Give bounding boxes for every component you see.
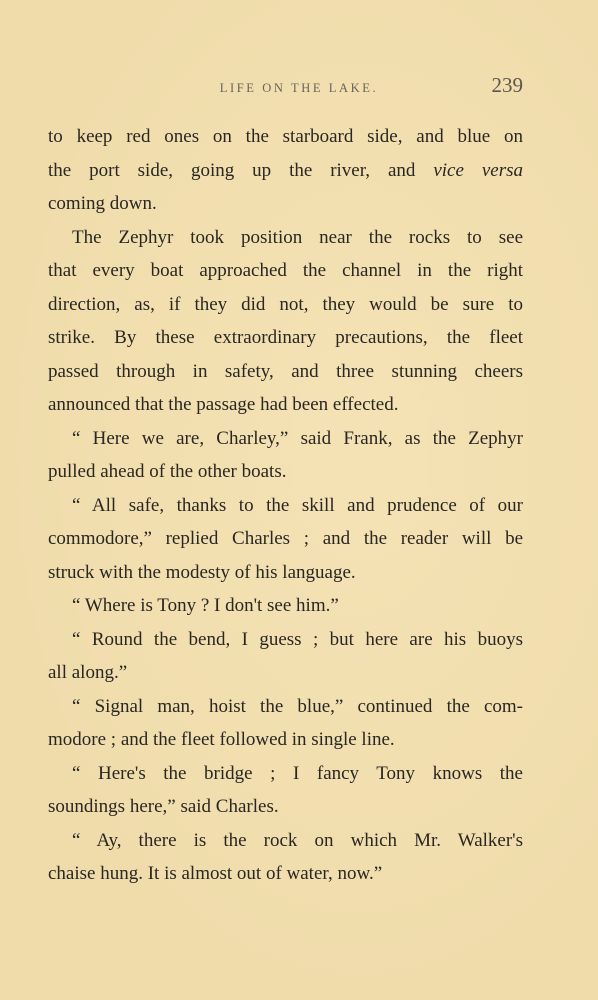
text-line: direction, as, if they did not, they would be sure to bbox=[48, 293, 523, 315]
body-text bbox=[48, 120, 523, 891]
italic-phrase: vice versa bbox=[433, 159, 523, 181]
paragraph-start-line: “ All safe, thanks to the skill and prudence of our bbox=[72, 494, 523, 516]
running-head: LIFE ON THE LAKE. bbox=[219, 81, 379, 95]
text-line: soundings here,” said Charles. bbox=[48, 796, 279, 817]
text-line: commodore,” replied Charles ; and the reader will be bbox=[48, 528, 523, 549]
text-line: passed through in safety, and three stunning cheers bbox=[48, 360, 523, 382]
text-line: modore ; and the fleet followed in single line. bbox=[48, 729, 395, 750]
text-line: that every boat approached the channel in the right bbox=[48, 260, 523, 281]
text-line: pulled ahead of the other boats. bbox=[48, 461, 287, 482]
text-line: announced that the passage had been effected. bbox=[48, 394, 399, 415]
text-line: to keep red ones on the starboard side, and blue on bbox=[48, 126, 523, 147]
paragraph-start-line: “ Where is Tony ? I don't see him.” bbox=[72, 595, 339, 616]
text-line bbox=[48, 154, 523, 188]
page-number: 239 bbox=[491, 73, 523, 97]
paragraph-start-line: “ Signal man, hoist the blue,” continued the com- bbox=[72, 695, 523, 717]
paragraph-start-line: “ Here we are, Charley,” said Frank, as the Zephyr bbox=[72, 427, 523, 449]
text-line: all along.” bbox=[48, 662, 128, 683]
paragraph-start-line: “ Round the bend, I guess ; but here are his buoys bbox=[72, 628, 523, 650]
text-line: struck with the modesty of his language. bbox=[48, 561, 356, 583]
paragraph-start-line: “ Here's the bridge ; I fancy Tony knows the bbox=[72, 762, 523, 784]
text-segment: the port side, going up the river, and bbox=[48, 159, 434, 181]
text-line: strike. By these extraordinary precautions, the fleet bbox=[48, 327, 523, 348]
text-line: chaise hung. It is almost out of water, now.” bbox=[48, 863, 383, 884]
paragraph-start-line: “ Ay, there is the rock on which Mr. Walker's bbox=[72, 829, 523, 851]
page-header bbox=[0, 73, 598, 100]
text-line: coming down. bbox=[48, 193, 157, 214]
paragraph-start-line: The Zephyr took position near the rocks to see bbox=[72, 226, 523, 248]
